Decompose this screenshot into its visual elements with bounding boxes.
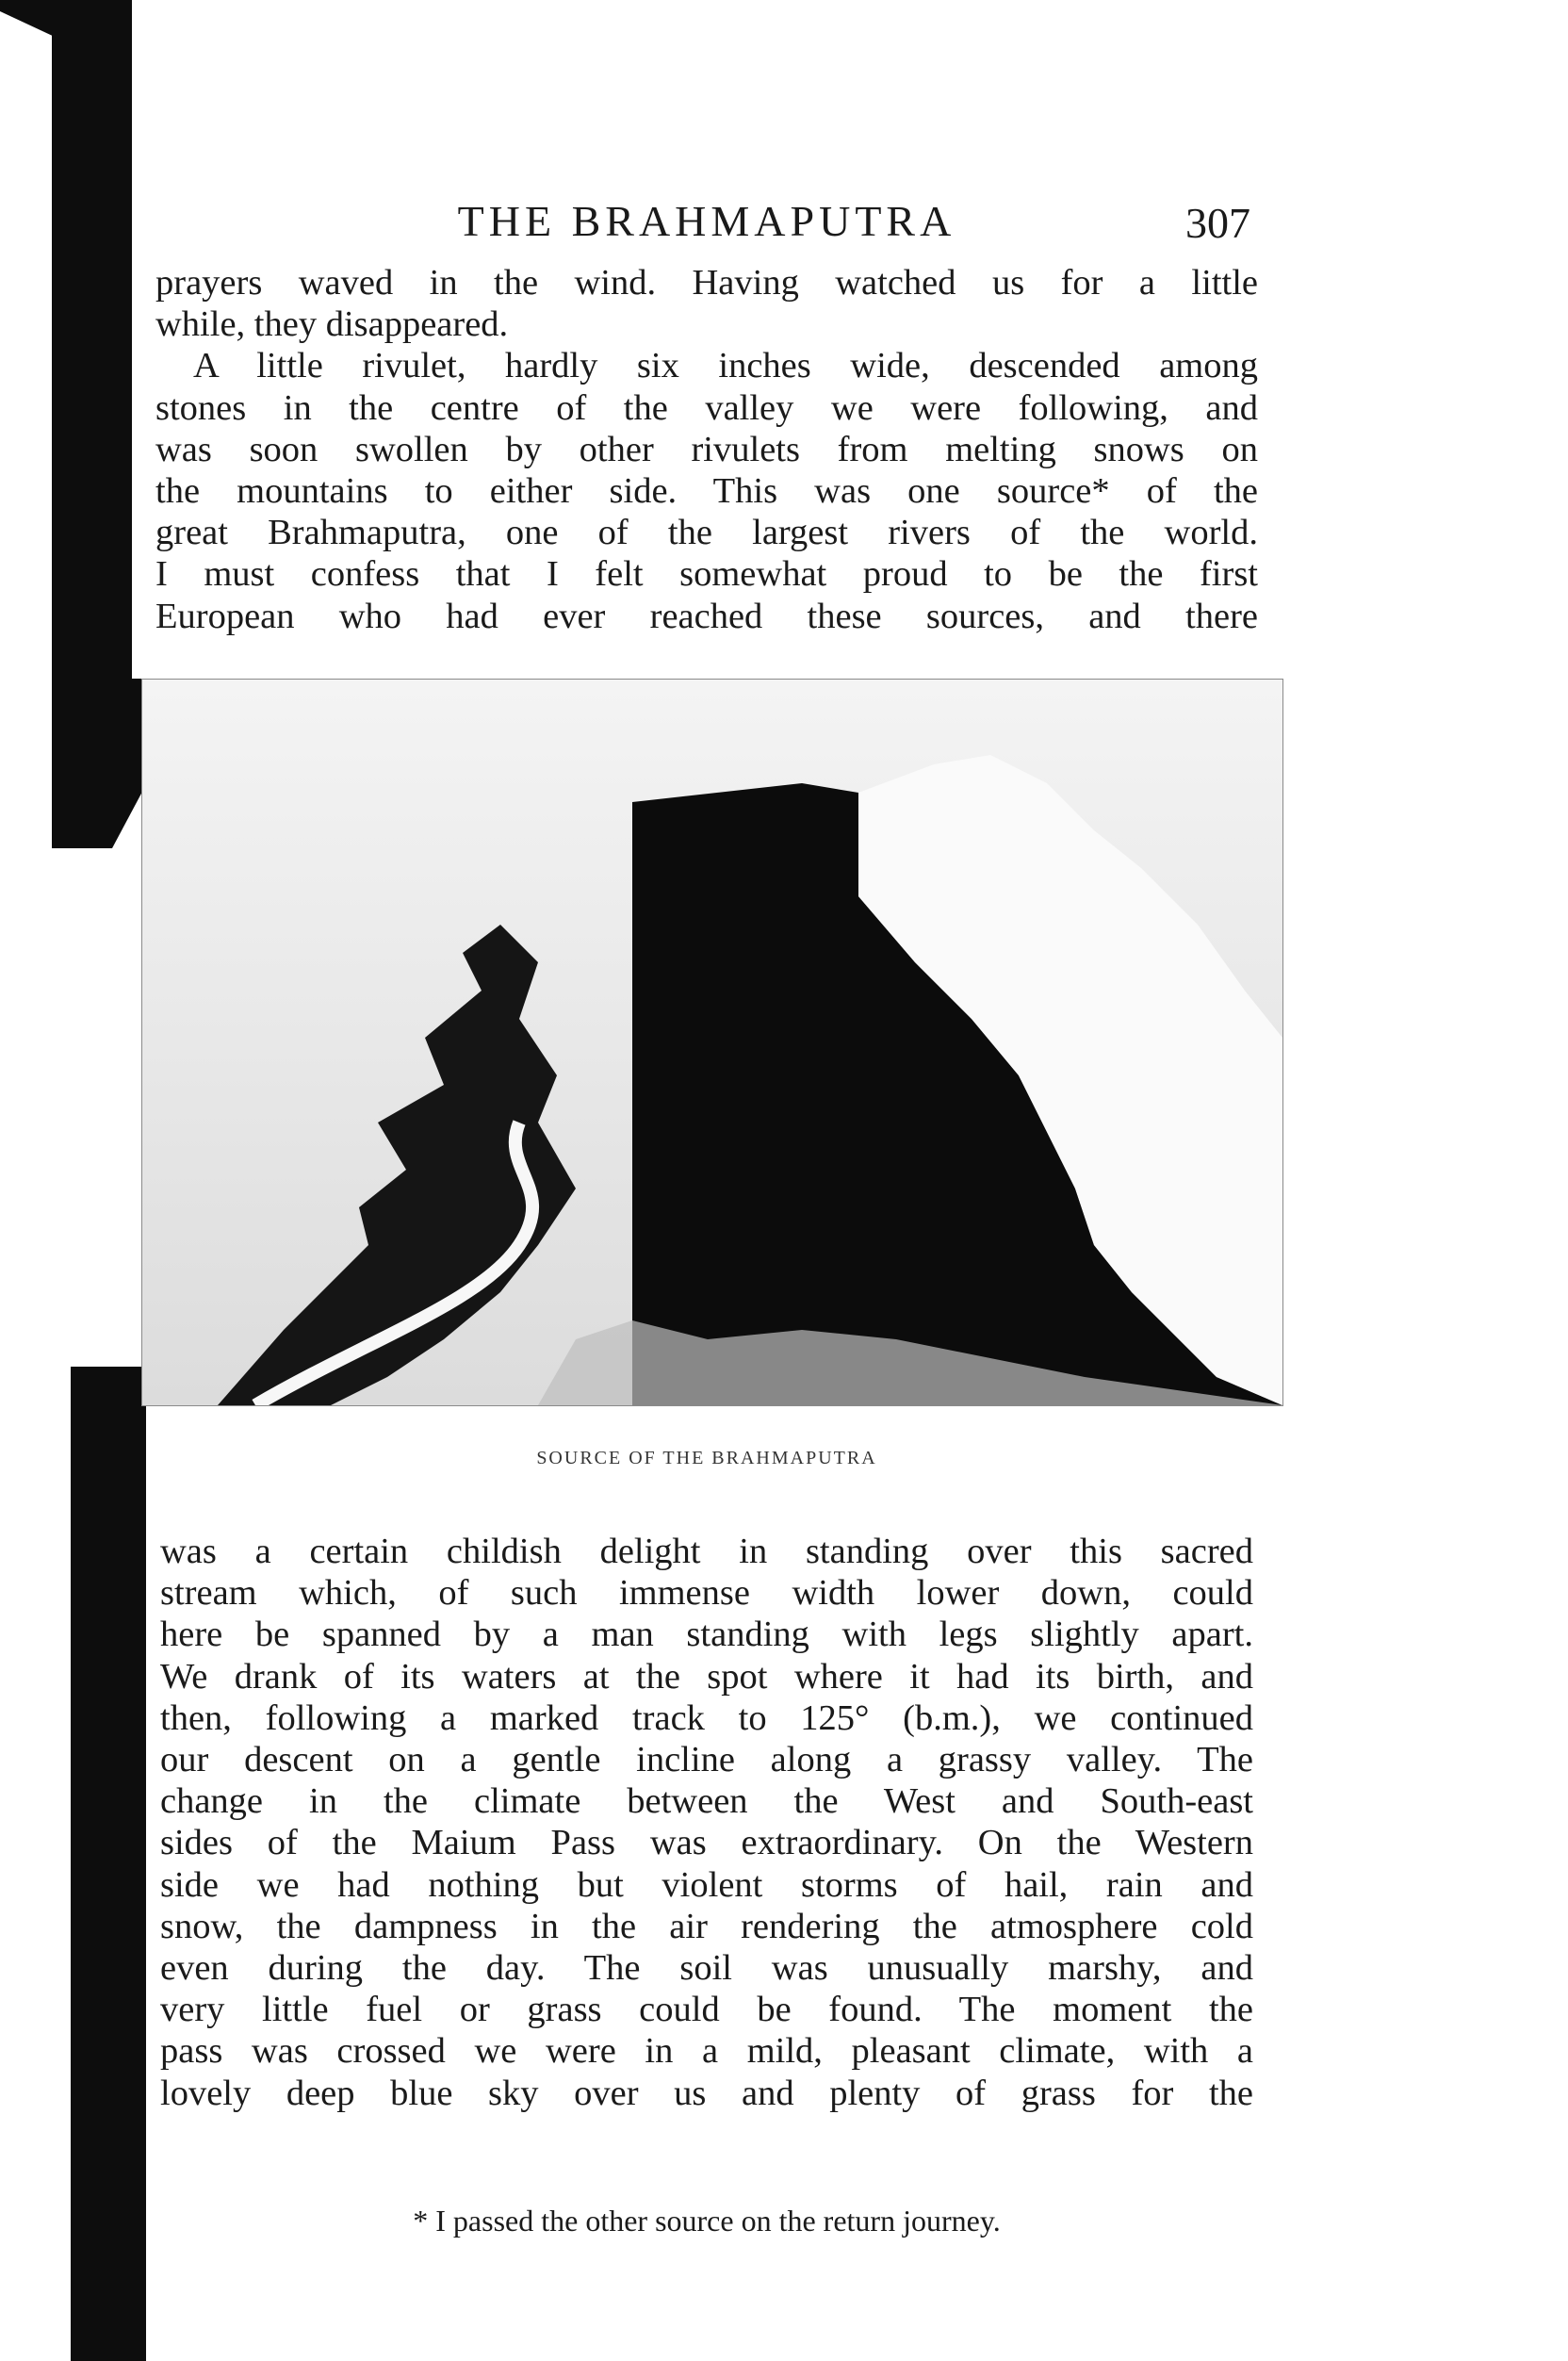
running-header bbox=[155, 189, 1258, 254]
text-line: great Brahmaputra, one of the largest rivers of the world. bbox=[155, 513, 1258, 553]
scan-edge-left-top-wedge bbox=[0, 0, 57, 38]
text-line: European who had ever reached these sources, and there bbox=[155, 596, 1258, 636]
photo-caption: SOURCE OF THE BRAHMAPUTRA bbox=[536, 1448, 877, 1468]
text-line: A little rivulet, hardly six inches wide, descended among bbox=[193, 346, 1258, 386]
text-line: then, following a marked track to 125° (b.m.), we continued bbox=[160, 1697, 1253, 1738]
footnote: * I passed the other source on the return journey. bbox=[413, 2204, 1001, 2238]
text-line: our descent on a gentle incline along a grassy valley. The bbox=[160, 1740, 1253, 1780]
scan-edge-left-top bbox=[52, 0, 132, 688]
paragraph-top bbox=[155, 262, 1258, 637]
text-line: pass was crossed we were in a mild, pleasant climate, with a bbox=[160, 2031, 1253, 2072]
page-number: 307 bbox=[1185, 199, 1250, 247]
text-line: the mountains to either side. This was one source* of the bbox=[155, 471, 1258, 512]
text-line: We drank of its waters at the spot where it had its birth, and bbox=[160, 1656, 1253, 1697]
text-line: stream which, of such immense width lower down, could bbox=[160, 1573, 1253, 1614]
text-line: change in the climate between the West and South-east bbox=[160, 1781, 1253, 1822]
scan-edge-left-bottom bbox=[71, 1367, 146, 2361]
text-line: lovely deep blue sky over us and plenty of grass for the bbox=[160, 2073, 1253, 2113]
text-line: while, they disappeared. bbox=[155, 304, 509, 345]
text-line: prayers waved in the wind. Having watched us for a little bbox=[155, 263, 1258, 303]
text-line: very little fuel or grass could be found. The moment the bbox=[160, 1990, 1253, 2030]
photograph bbox=[141, 679, 1283, 1406]
running-title: THE BRAHMAPUTRA bbox=[457, 197, 956, 245]
paragraph-bottom bbox=[160, 1531, 1253, 2114]
text-line: was a certain childish delight in standing over this sacred bbox=[160, 1532, 1253, 1571]
text-line: side we had nothing but violent storms of hail, rain and bbox=[160, 1864, 1253, 1905]
text-line: sides of the Maium Pass was extraordinary. On the Western bbox=[160, 1823, 1253, 1863]
text-line: here be spanned by a man standing with legs slightly apart. bbox=[160, 1615, 1253, 1655]
photograph-illustration bbox=[142, 680, 1282, 1405]
text-line: stones in the centre of the valley we were following, and bbox=[155, 387, 1258, 428]
text-line: even during the day. The soil was unusually marshy, and bbox=[160, 1948, 1253, 1989]
text-line: I must confess that I felt somewhat proud to be the first bbox=[155, 554, 1258, 595]
text-line: snow, the dampness in the air rendering the atmosphere cold bbox=[160, 1906, 1253, 1946]
text-line: was soon swollen by other rivulets from melting snows on bbox=[155, 429, 1258, 469]
